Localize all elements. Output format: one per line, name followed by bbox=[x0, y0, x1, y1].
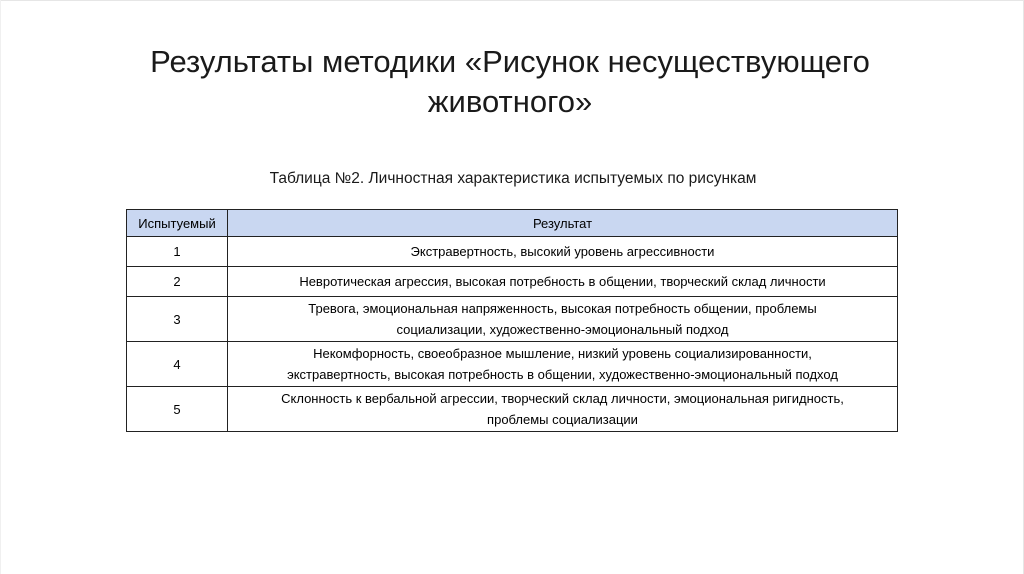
result-line: Экстравертность, высокий уровень агрессивности bbox=[410, 244, 715, 259]
subject-cell: 3 bbox=[127, 297, 228, 342]
result-cell bbox=[228, 267, 898, 297]
slide-border-top bbox=[0, 0, 1024, 1]
subject-cell: 4 bbox=[127, 342, 228, 387]
result-line: Невротическая агрессия, высокая потребность в общении, творческий склад личности bbox=[299, 274, 826, 289]
result-cell bbox=[228, 387, 898, 432]
result-line: проблемы социализации bbox=[487, 412, 638, 427]
result-line: Некомфорность, своеобразное мышление, низкий уровень социализированности, bbox=[313, 346, 812, 361]
subject-cell: 1 bbox=[127, 237, 228, 267]
header-result: Результат bbox=[228, 210, 898, 237]
result-line: социализации, художественно-эмоциональный подход bbox=[396, 322, 729, 337]
result-cell bbox=[228, 237, 898, 267]
results-table bbox=[126, 209, 898, 432]
result-cell bbox=[228, 342, 898, 387]
subject-cell: 2 bbox=[127, 267, 228, 297]
table-row bbox=[127, 297, 898, 342]
table-row bbox=[127, 267, 898, 297]
slide-title bbox=[80, 42, 940, 122]
result-line: Тревога, эмоциональная напряженность, высокая потребность общении, проблемы bbox=[308, 301, 817, 316]
result-line: экстравертность, высокая потребность в общении, художественно-эмоциональный подход bbox=[287, 367, 838, 382]
table-header-row bbox=[127, 210, 898, 237]
subject-cell: 5 bbox=[127, 387, 228, 432]
table-row bbox=[127, 342, 898, 387]
slide-title-line-1: Результаты методики «Рисунок несуществующего bbox=[150, 44, 870, 79]
table-caption: Таблица №2. Личностная характеристика испытуемых по рисункам bbox=[269, 170, 757, 187]
table-row bbox=[127, 387, 898, 432]
slide-title-line-2: животного» bbox=[427, 84, 593, 119]
table-row bbox=[127, 237, 898, 267]
result-cell bbox=[228, 297, 898, 342]
slide-border-left bbox=[0, 0, 1, 574]
result-line: Склонность к вербальной агрессии, творческий склад личности, эмоциональная ригидность, bbox=[281, 391, 844, 406]
header-subject: Испытуемый bbox=[127, 210, 228, 237]
